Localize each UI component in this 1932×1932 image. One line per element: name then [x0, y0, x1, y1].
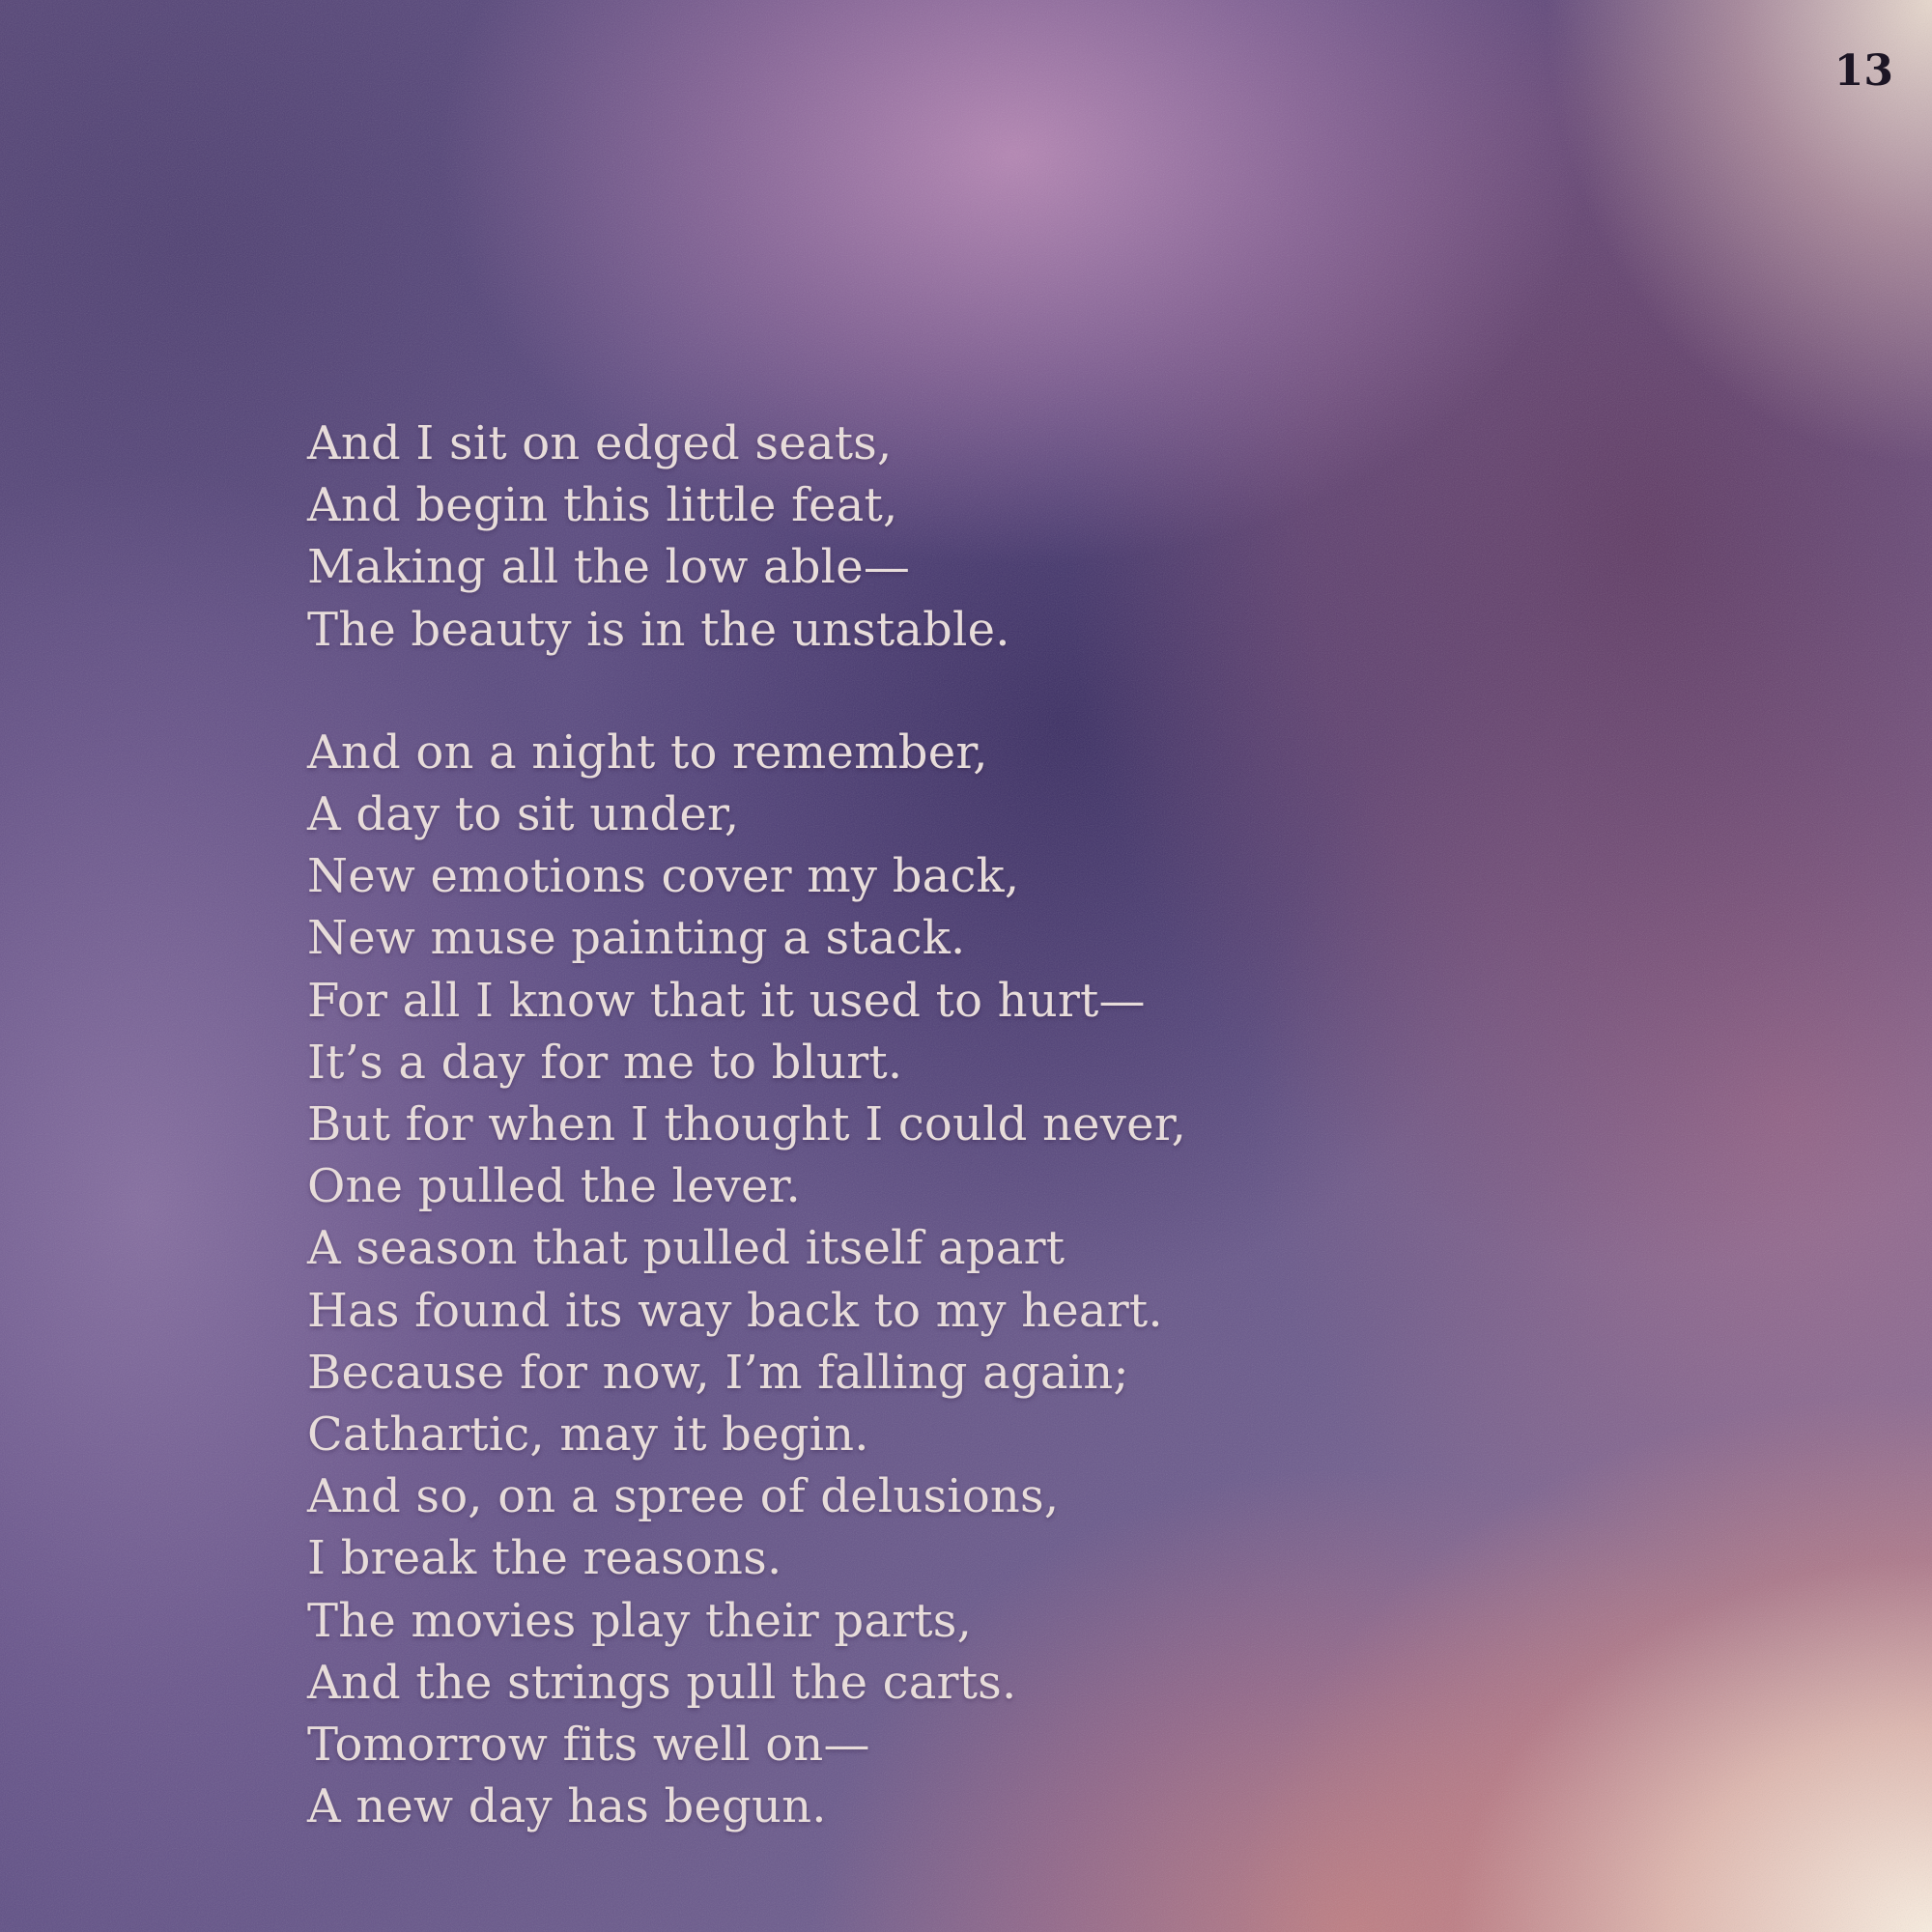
poem-line: One pulled the lever.: [307, 1159, 801, 1214]
poem-line: Tomorrow fits well on—: [307, 1718, 870, 1773]
page-number: 13: [1833, 46, 1893, 96]
poem-line: And begin this little feat,: [307, 478, 898, 533]
stanza-2: [307, 722, 1756, 1838]
poem-line: New emotions cover my back,: [307, 849, 1020, 904]
poem-line: And on a night to remember,: [307, 724, 988, 780]
poem-line: Making all the low able—: [307, 540, 911, 595]
poem-line: A new day has begun.: [307, 1779, 827, 1834]
poem-body: [307, 412, 1756, 1837]
poem-line: A season that pulled itself apart: [307, 1221, 1065, 1276]
poem-line: Has found its way back to my heart.: [307, 1283, 1163, 1338]
stanza-1: [307, 412, 1756, 661]
poem-line: It’s a day for me to blurt.: [307, 1035, 903, 1090]
poem-line: New muse painting a stack.: [307, 911, 966, 966]
poem-line: And the strings pull the carts.: [307, 1655, 1017, 1710]
poem-line: And so, on a spree of delusions,: [307, 1469, 1060, 1524]
poem-line: The movies play their parts,: [307, 1593, 973, 1648]
poem-line: The beauty is in the unstable.: [307, 602, 1010, 657]
poem-line: For all I know that it used to hurt—: [307, 973, 1146, 1028]
poem-line: Cathartic, may it begin.: [307, 1407, 869, 1463]
poem-line: Because for now, I’m falling again;: [307, 1345, 1129, 1400]
poem-line: I break the reasons.: [307, 1531, 782, 1586]
poem-line: A day to sit under,: [307, 787, 740, 842]
poem-line: But for when I thought I could never,: [307, 1097, 1187, 1152]
poem-line: And I sit on edged seats,: [307, 416, 893, 470]
